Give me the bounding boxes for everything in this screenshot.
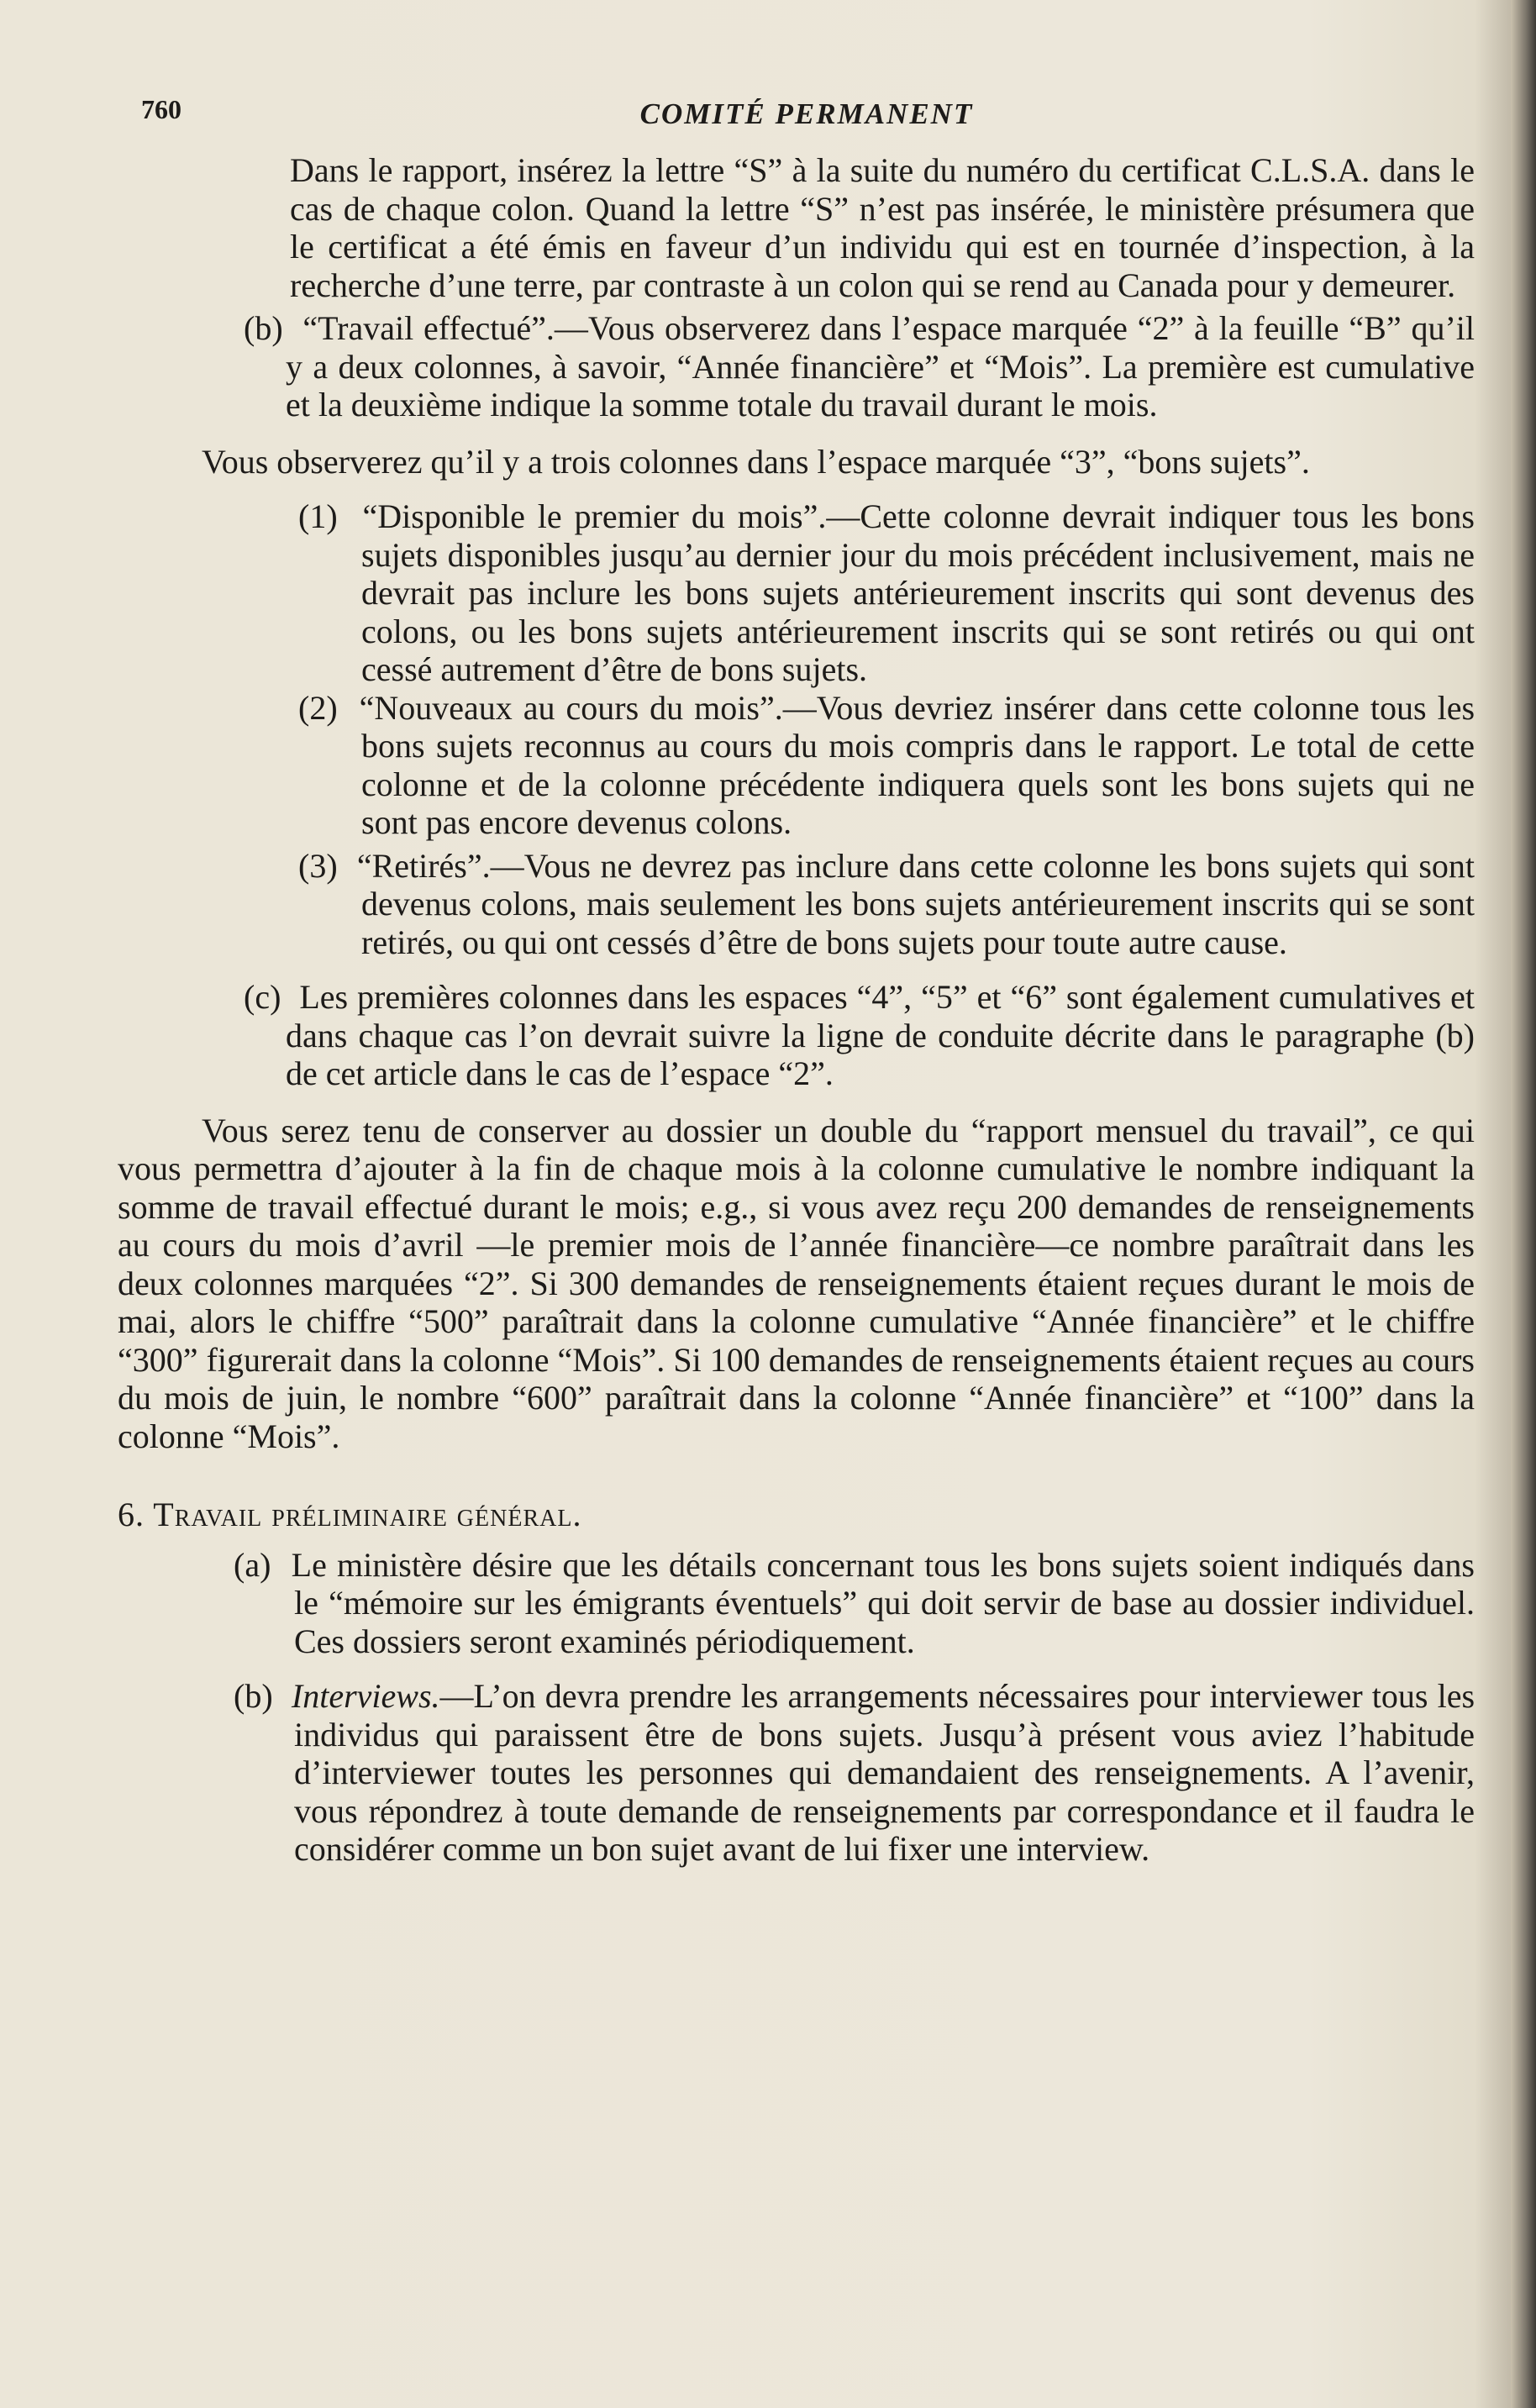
paragraph-s-letter: Dans le rapport, insérez la lettre “S” à la suite du numéro du certificat C.L.S.A. dans le cas de chaque colon. Quand la lettre “S” n’est pas insérée, le ministère présumera que le certificat a été émis en faveur d’un individu qui est en tournée d’inspection, à la recherche d’une terre, par contraste à un colon qui se rend au Canada pour y demeurer.: [290, 151, 1475, 304]
section-6-item-a: [234, 1545, 1476, 1661]
section-6-item-a-text: Le ministère désire que les détails concernant tous les bons sujets soient indiqués dans le “mémoire sur les émigrants éventuels” qui doit servir de base au dossier individuel. Ces dossiers seront examinés périodiquement.: [291, 1545, 1476, 1660]
subitem-1-text: “Disponible le premier du mois”.—Cette colonne devrait indiquer tous les bons sujets disponibles jusqu’au dernier jour du mois précédent inclusivement, mais ne devrait pas inclure les bons sujets antérieurement inscrits qui sont devenus des colons, ou les bons sujets antérieurement inscrits qui se sont retirés ou qui ont cessé autrement d’être de bons sujets.: [361, 497, 1475, 688]
item-c-text: Les premières colonnes dans les espaces “4”, “5” et “6” sont également cumulatives et dans chaque cas l’on devrait suivre la ligne de conduite décrite dans le paragraphe (b) de cet article dans le cas de l’espace “2”.: [286, 978, 1475, 1092]
subitem-2-nouveaux: [298, 688, 1476, 842]
section-6-item-b-heading: Interviews.: [291, 1677, 440, 1715]
body-text: [118, 151, 1475, 1869]
section-6-item-b-text: —L’on devra prendre les arrangements nécessaires pour interviewer tous les individus qui paraissent être de bons sujets. Jusqu’à présent vous aviez l’habitude d’interviewer toutes les personnes qui demandaient des renseignements. A l’avenir, vous répondrez à toute demande de renseignements par correspondance et il faudra le considérer comme un bon sujet avant de lui fixer une interview.: [294, 1677, 1476, 1868]
section-6-item-a-label: (a): [234, 1545, 271, 1584]
book-spine-shadow: [1511, 0, 1536, 2408]
page-number: 760: [141, 94, 181, 124]
subitem-3-retires: [298, 846, 1475, 962]
section-6-item-b-label: (b): [234, 1677, 273, 1715]
page-header: [126, 94, 1487, 136]
item-b-text: “Travail effectué”.—Vous observerez dans l’espace marquée “2” à la feuille “B” qu’il y a deux colonnes, à savoir, “Année financière” et “Mois”. La première est cumulative et la deuxième indique la somme totale du travail durant le mois.: [286, 309, 1476, 423]
subitem-2-label: (2): [298, 688, 338, 727]
section-6-title: 6. Travail préliminaire général.: [118, 1496, 582, 1533]
paragraph-three-columns: Vous observerez qu’il y a trois colonnes dans l’espace marquée “3”, “bons sujets”.: [202, 442, 1310, 481]
running-title: COMITÉ PERMANENT: [639, 97, 974, 130]
subitem-2-text: “Nouveaux au cours du mois”.—Vous devriez insérer dans cette colonne tous les bons sujets reconnus au cours du mois compris dans le rapport. Le total de cette colonne et de la colonne précédente indiquera quels sont les bons sujets qui ne sont pas encore devenus colons.: [359, 688, 1476, 841]
subitem-1-label: (1): [298, 497, 338, 535]
paragraph-double-record: Vous serez tenu de conserver au dossier un double du “rapport mensuel du travail”, ce qui vous permettra d’ajouter à la fin de chaque mois à la colonne cumulative le nombre indiquant la somme de travail effectué durant le mois; e.g., si vous avez reçu 200 demandes de renseignements au cours du mois d’avril —le premier mois de l’année financière—ce nombre paraîtrait dans les deux colonnes marquées “2”. Si 300 demandes de renseignements étaient reçues durant le mois de mai, alors le chiffre “500” paraîtrait dans la colonne cumulative “Année financière” et le chiffre “300” figurerait dans la colonne “Mois”. Si 100 demandes de renseignements étaient reçues au cours du mois de juin, le nombre “600” paraîtrait dans la colonne “Année financière” et “100” dans la colonne “Mois”.: [118, 1111, 1475, 1455]
item-b-travail-effectue: [244, 309, 1476, 424]
subitem-3-text: “Retirés”.—Vous ne devrez pas inclure dans cette colonne les bons sujets qui sont devenus colons, mais seulement les bons sujets antérieurement inscrits qui se sont retirés, ou qui ont cessés d’être de bons sujets pour toute autre cause.: [356, 846, 1475, 961]
section-6-item-b: [234, 1677, 1476, 1869]
subitem-1-disponible: [298, 497, 1475, 689]
item-b-label: (b): [244, 309, 283, 347]
subitem-3-label: (3): [298, 846, 338, 885]
item-c-espaces: [244, 978, 1475, 1093]
item-c-label: (c): [244, 978, 281, 1016]
